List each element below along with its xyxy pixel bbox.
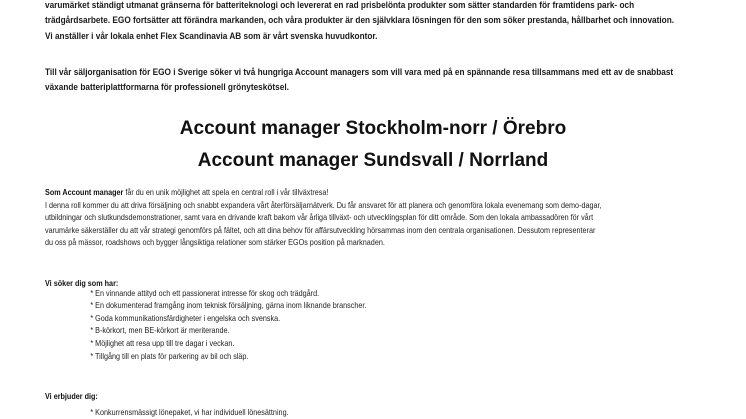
role-lead-rest: får du en unik möjlighet att spela en central roll i vår tillväxtresa! <box>123 187 329 197</box>
intro-line: varumärket ständigt utmanat gränserna för batteriteknologi och levererat en rad prisbelönta produkter som sätter standarden för framtidens park- och <box>45 0 635 11</box>
seeking-section <box>45 277 700 362</box>
seeking-title: Vi söker dig som har: <box>45 278 119 288</box>
intro-line: Vi anställer i vår lokala enhet Flex Scandinavia AB som är vårt svenska huvudkontor. <box>45 30 378 42</box>
list-item: * Goda kommunikationsfärdigheter i engelska och svenska. <box>90 312 281 323</box>
list-item: * Konkurrensmässigt lönepaket, vi har individuell lönesättning. <box>90 406 289 417</box>
list-item: * Möjlighet att resa upp till tre dagar i veckan. <box>90 337 235 348</box>
role-line: varumärke säkerställer du att vår strategi genomförs på fältet, och att dina behov för affärsutveckling hörsammas inom den centrala organisationen. Dessutom representerar <box>45 224 596 235</box>
role-line: utbildningar och slutkundsdemonstrationer, samt vara en drivande kraft bakom vår årliga tillväxt- och utvecklingsplan för ditt område. Som den lokala ambassadören för vårt <box>45 212 594 223</box>
offer-list <box>45 406 700 419</box>
role-description <box>45 186 700 249</box>
list-item: * En dokumenterad framgång inom teknisk försäljning, gärna inom liknande branscher. <box>90 300 367 311</box>
offer-section <box>45 390 700 418</box>
intro-line: trädgårdsarbete. EGO fortsätter att förändra markanden, och våra produkter är den självklara lösningen för den som söker prestanda, hållbarhet och innovation. <box>45 15 675 27</box>
list-item: * En vinnande attityd och ett passionerat intresse för skog och trädgård. <box>90 287 320 298</box>
list-item: * Tillgång till en plats för parkering av bil och släp. <box>90 350 249 361</box>
role-lead-bold: Som Account manager <box>45 187 124 197</box>
role-line: du oss på mässor, roadshows och bygger långsiktiga relationer som stärker EGOs position på marknaden. <box>45 237 385 248</box>
offer-title: Vi erbjuder dig: <box>45 391 98 401</box>
recruitment-line: växande batteriplattformarna för professionell grönyteskötsel. <box>45 82 289 94</box>
headline-stockholm-orebro: Account manager Stockholm-norr / Örebro <box>179 118 567 139</box>
seeking-list <box>45 287 700 363</box>
recruitment-paragraph <box>45 65 724 96</box>
headline-sundsvall-norrland: Account manager Sundsvall / Norrland <box>197 150 549 171</box>
intro-paragraph <box>45 0 707 44</box>
role-line: I denna roll kommer du att driva försäljning och snabbt expandera vårt återförsäljarnätverk. Du får ansvaret för att planera och genomföra lokala evenemang som demo-dagar, <box>45 199 602 210</box>
role-lead <box>45 186 700 199</box>
recruitment-line: Till vår säljorganisation för EGO i Sverige söker vi två hungriga Account managers som vill vara med på en spännande resa tillsammans med ett av de snabbast <box>45 67 674 78</box>
list-item: * B-körkort, men BE-körkort är meriterande. <box>90 325 230 336</box>
